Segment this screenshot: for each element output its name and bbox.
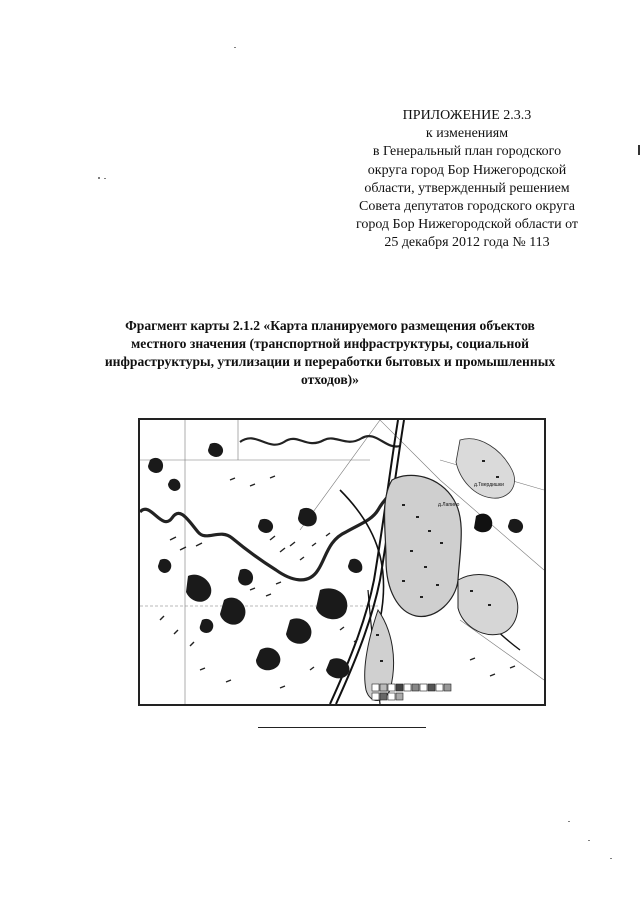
scan-speck (588, 840, 590, 841)
toolbar-icon (388, 684, 395, 691)
appendix-line: город Бор Нижегородской области от (355, 217, 579, 233)
toolbar-icon (372, 693, 379, 700)
appendix-line: области, утвержденный решением (364, 180, 570, 196)
document-title (100, 317, 560, 389)
toolbar-icon (412, 684, 419, 691)
toolbar-icon (420, 684, 427, 691)
toolbar-icon (428, 684, 435, 691)
toolbar-icon (396, 693, 403, 700)
urban-area (365, 439, 518, 701)
map-image (140, 420, 544, 704)
map-label-lapino: д.Лапино (438, 502, 460, 508)
appendix-line: в Генеральный план городского (372, 144, 562, 160)
title-line: инфраструктуры, утилизации и переработки бытовых и промышленных (104, 354, 556, 369)
map-label-tverdishki: д.Твердишки (474, 482, 504, 488)
appendix-line: ПРИЛОЖЕНИЕ 2.3.3 (402, 108, 532, 123)
toolbar-icon (396, 684, 403, 691)
map-fragment (138, 418, 546, 706)
scan-speck (610, 858, 612, 859)
toolbar-icon (404, 684, 411, 691)
toolbar-icon (372, 684, 379, 691)
title-line: Фрагмент карты 2.1.2 «Карта планируемого размещения объектов (125, 318, 535, 333)
title-line: местного значения (транспортной инфраструктуры, социальной (131, 336, 529, 351)
scan-speck (104, 178, 106, 179)
scan-speck (98, 177, 100, 179)
separator-line (258, 727, 426, 728)
appendix-header (336, 107, 598, 253)
river-tributary (240, 436, 400, 446)
scan-speck (234, 47, 236, 48)
title-line: отходов)» (301, 372, 359, 387)
appendix-line: округа город Бор Нижегородской (367, 162, 567, 178)
toolbar-icon (388, 693, 395, 700)
appendix-line: к изменениям (425, 126, 509, 142)
toolbar-icon (444, 684, 451, 691)
appendix-line: 25 декабря 2012 года № 113 (384, 235, 550, 251)
industrial-object (474, 514, 492, 533)
toolbar-icon (380, 693, 387, 700)
toolbar-icon (380, 684, 387, 691)
toolbar-icon (436, 684, 443, 691)
scan-speck (568, 821, 570, 822)
appendix-line: Совета депутатов городского округа (359, 199, 575, 215)
